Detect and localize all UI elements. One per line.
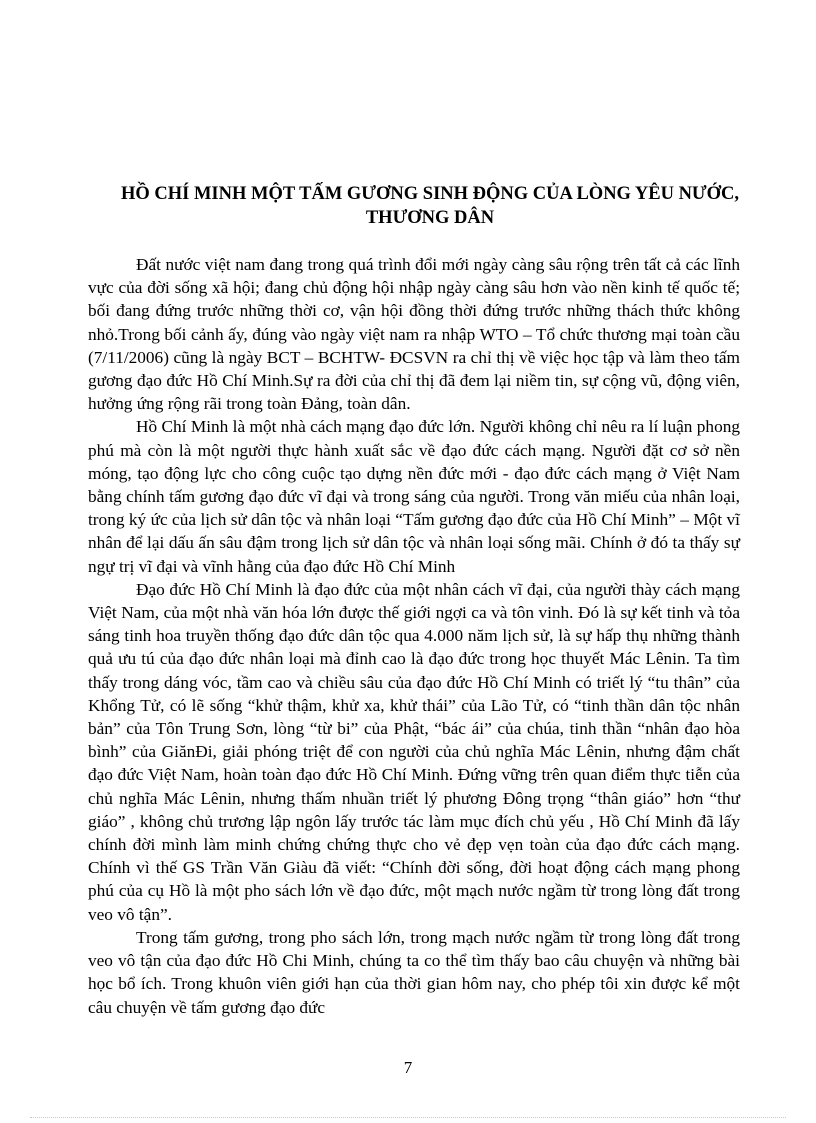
document-body — [88, 253, 740, 1019]
paragraph: Đất nước việt nam đang trong quá trình đổi mới ngày càng sâu rộng trên tất cả các lĩnh vực của đời sống xã hội; đang chủ động hội nhập ngày càng sâu hơn vào nền kinh tế quốc tế; bối đang đứng trước những thời cơ, vận hội đồng thời đứng trước những thách thức không nhỏ.Trong bối cảnh ấy, đúng vào ngày việt nam ra nhập WTO – Tổ chức thương mại toàn cầu (7/11/2006) cũng là ngày BCT – BCHTW- ĐCSVN ra chỉ thị về việc học tập và làm theo tấm gương đạo đức Hồ Chí Minh.Sự ra đời của chỉ thị đã đem lại niềm tin, sự cộng vũ, động viên, hưởng ứng rộng rãi trong toàn Đảng, toàn dân. — [88, 255, 740, 414]
document-title: HỒ CHÍ MINH MỘT TẤM GƯƠNG SINH ĐỘNG CỦA LÒNG YÊU NƯỚC, THƯƠNG DÂN — [120, 184, 740, 228]
page-number: 7 — [403, 1058, 413, 1077]
page-bottom-divider — [30, 1117, 786, 1118]
paragraph: Trong tấm gương, trong pho sách lớn, trong mạch nước ngầm từ trong lòng đất trong veo vô tận của đạo đức Hồ Chi Minh, chúng ta co thể tìm thấy bao câu chuyện và những bài học bổ ích. Trong khuôn viên giới hạn của thời gian hôm nay, cho phép tôi xin được kể một câu chuyện về tấm gương đạo đức — [88, 927, 740, 1017]
paragraph: Đạo đức Hồ Chí Minh là đạo đức của một nhân cách vĩ đại, của người thày cách mạng Việt Nam, của một nhà văn hóa lớn được thế giới ngợi ca và tôn vinh. Đó là sự kết tinh và tỏa sáng tinh hoa truyền thống đạo đức dân tộc qua 4.000 năm lịch sử, là sự hấp thụ những thành quả ưu tú của đạo đức nhân loại mà đỉnh cao là đạo đức trong học thuyết Mác Lênin. Ta tìm thấy trong dáng vóc, tầm cao và chiều sâu của đạo đức Hồ Chí Minh có triết lý “tu thân” của Khổng Tử, có lẽ sống “khử thậm, khử xa, khử thái” của Lão Tử, có “tinh thần dân tộc nhân bản” của Tôn Trung Sơn, lòng “từ bi” của Phật, “bác ái” của chúa, tinh thần “nhân đạo hòa bình” của GiănĐi, giải phóng triệt để con người của chủ nghĩa Mác Lênin, nhưng đậm chất đạo đức Việt Nam, hoàn toàn đạo đức Hồ Chí Minh. Đứng vững trên quan điểm thực tiễn của chủ nghĩa Mác Lênin, nhưng thấm nhuần triết lý phương Đông trọng “thân giáo” hơn “thư giáo” , không chủ trương lập ngôn lấy trước tác làm mục đích chủ yếu , Hồ Chí Minh đã lấy chính đời mình làm minh chứng chứng thực cho vẻ đẹp vẹn toàn của đạo đức cách mạng. Chính vì thế GS Trần Văn Giàu đã viết: “Chính đời sống, đời hoạt động cách mạng phong phú của cụ Hồ là một pho sách lớn về đạo đức, một mạch nước ngầm từ trong lòng đất trong veo vô tận”. — [88, 579, 740, 924]
paragraph: Hồ Chí Minh là một nhà cách mạng đạo đức lớn. Người không chỉ nêu ra lí luận phong phú mà còn là một người thực hành xuất sắc về đạo đức cách mạng. Người đặt cơ sở nền móng, tạo động lực cho công cuộc tạo dựng nền đức mới - đạo đức cách mạng ở Việt Nam bằng chính tấm gương đạo đức vĩ đại và trong sáng của người. Trong văn miếu của nhân loại, trong ký ức của lịch sử dân tộc và nhân loại “Tấm gương đạo đức của Hồ Chí Minh” – Một vĩ nhân để lại dấu ấn sâu đậm trong lịch sử dân tộc và nhân loại sống mãi. Chính ở đó ta thấy sự ngự trị vĩ đại và vĩnh hằng của đạo đức Hồ Chí Minh — [88, 417, 740, 576]
